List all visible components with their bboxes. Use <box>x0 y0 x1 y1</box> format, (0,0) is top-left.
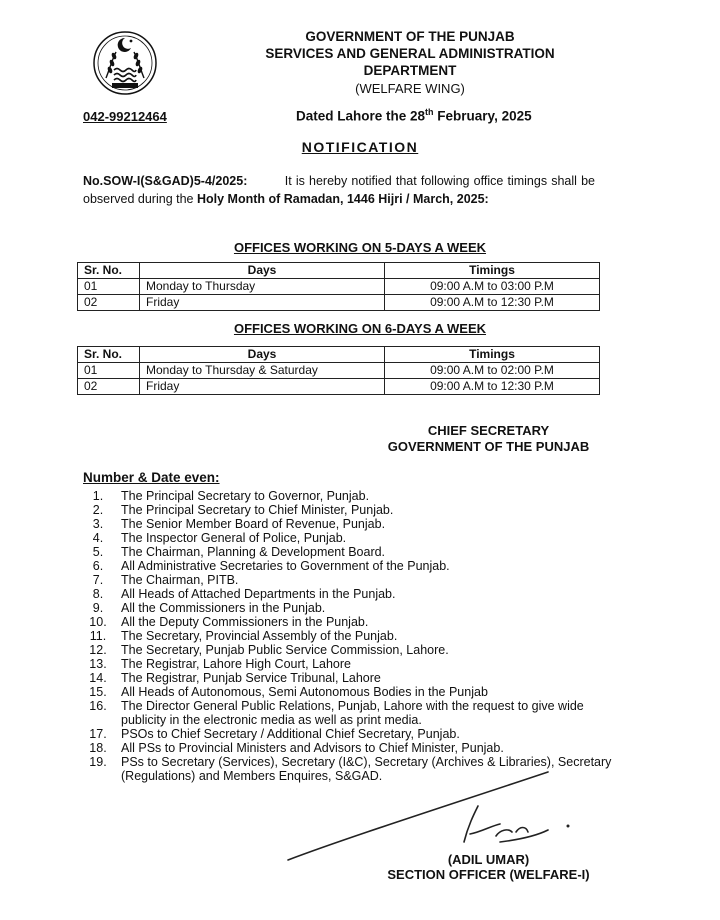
intro-bold-text: Holy Month of Ramadan, 1446 Hijri / March, 2025: <box>196 192 489 206</box>
list-item <box>83 587 613 601</box>
list-item-text: The Principal Secretary to Chief Minister, Punjab. <box>121 503 394 517</box>
list-item-text: PSOs to Chief Secretary / Additional Chief Secretary, Punjab. <box>121 727 460 741</box>
list-item <box>83 531 613 545</box>
list-item <box>83 517 613 531</box>
department-title: SERVICES AND GENERAL ADMINISTRATION <box>265 46 555 61</box>
list-item-text: All Administrative Secretaries to Government of the Punjab. <box>121 559 450 573</box>
list-item <box>83 741 613 755</box>
cell-timings: 09:00 A.M to 02:00 P.M <box>385 363 600 379</box>
list-item-text: The Secretary, Provincial Assembly of the Punjab. <box>121 629 398 643</box>
table-row <box>78 363 600 379</box>
cell-timings: 09:00 A.M to 03:00 P.M <box>385 279 600 295</box>
dated-sup: th <box>425 107 434 117</box>
list-item <box>83 503 613 517</box>
list-item-number: 7. <box>92 573 104 587</box>
list-item <box>83 545 613 559</box>
cell-sr: 01 <box>78 279 140 295</box>
officer-name: (ADIL UMAR) <box>447 852 530 867</box>
list-item-number: 4. <box>92 531 104 545</box>
col-sr: Sr. No. <box>78 347 140 363</box>
list-item-text: The Registrar, Lahore High Court, Lahore <box>121 657 351 671</box>
table-row <box>78 279 600 295</box>
list-item <box>83 559 613 573</box>
list-item-number: 13. <box>89 657 107 671</box>
list-item <box>83 685 613 699</box>
cell-days: Friday <box>140 379 385 395</box>
chief-secretary-govt: GOVERNMENT OF THE PUNJAB <box>387 439 590 454</box>
list-item-number: 5. <box>92 545 104 559</box>
five-day-timings-table <box>77 262 600 311</box>
cell-timings: 09:00 A.M to 12:30 P.M <box>385 379 600 395</box>
list-item-number: 14. <box>89 671 107 685</box>
list-item-text: The Secretary, Punjab Public Service Commission, Lahore. <box>121 643 449 657</box>
list-item <box>83 671 613 685</box>
list-item-number: 1. <box>92 489 104 503</box>
chief-secretary-title: CHIEF SECRETARY <box>427 423 550 438</box>
list-item-text: The Chairman, PITB. <box>121 573 239 587</box>
list-item-text: PSs to Secretary (Services), Secretary (I&C), Secretary (Archives & Libraries), Secretary (Regulations) and Members Enquires, S&GAD. <box>121 755 612 783</box>
list-item <box>83 699 613 727</box>
col-timings: Timings <box>385 263 600 279</box>
cell-sr: 01 <box>78 363 140 379</box>
list-item-number: 19. <box>89 755 107 769</box>
cell-days: Friday <box>140 295 385 311</box>
list-item-number: 15. <box>89 685 107 699</box>
list-item <box>83 489 613 503</box>
list-item-text: The Principal Secretary to Governor, Punjab. <box>121 489 370 503</box>
punjab-government-logo <box>92 30 158 96</box>
list-item-number: 9. <box>92 601 104 615</box>
list-item-number: 18. <box>89 741 107 755</box>
phone-number: 042-99212464 <box>83 109 167 124</box>
col-timings: Timings <box>385 347 600 363</box>
list-item <box>83 573 613 587</box>
list-item-text: All PSs to Provincial Ministers and Advisors to Chief Minister, Punjab. <box>121 741 504 755</box>
col-days: Days <box>140 263 385 279</box>
list-item-number: 3. <box>92 517 104 531</box>
list-item-text: The Inspector General of Police, Punjab. <box>121 531 347 545</box>
table-row <box>78 379 600 395</box>
list-item-text: All Heads of Autonomous, Semi Autonomous Bodies in the Punjab <box>121 685 488 699</box>
cell-timings: 09:00 A.M to 12:30 P.M <box>385 295 600 311</box>
table2-heading: OFFICES WORKING ON 6-DAYS A WEEK <box>233 321 487 336</box>
list-item-number: 10. <box>89 615 107 629</box>
notification-number: No.SOW-I(S&GAD)5-4/2025: <box>83 174 248 188</box>
table-header-row <box>78 263 600 279</box>
notification-intro <box>83 172 595 208</box>
cell-sr: 02 <box>78 379 140 395</box>
dated-prefix: Dated Lahore the 28 <box>296 108 426 124</box>
table-header-row <box>78 347 600 363</box>
government-title: GOVERNMENT OF THE PUNJAB <box>305 29 515 44</box>
list-item-number: 8. <box>92 587 104 601</box>
list-item <box>83 643 613 657</box>
cell-days: Monday to Thursday <box>140 279 385 295</box>
list-item <box>83 601 613 615</box>
distribution-heading: Number & Date even: <box>83 470 220 485</box>
list-item-number: 6. <box>92 559 104 573</box>
list-item-text: The Registrar, Punjab Service Tribunal, Lahore <box>121 671 381 685</box>
col-days: Days <box>140 347 385 363</box>
list-item-text: The Senior Member Board of Revenue, Punjab. <box>121 517 386 531</box>
list-item-number: 17. <box>89 727 107 741</box>
dated-suffix: February, 2025 <box>433 108 532 124</box>
list-item <box>83 615 613 629</box>
list-item <box>83 727 613 741</box>
list-item-number: 2. <box>92 503 104 517</box>
intro-text: It is hereby notified that following office timings shall be observed during the <box>83 174 595 206</box>
list-item-text: All the Commissioners in the Punjab. <box>121 601 326 615</box>
list-item-number: 16. <box>89 699 107 713</box>
table-row <box>78 295 600 311</box>
list-item-text: The Director General Public Relations, Punjab, Lahore with the request to give wide publicity in the electronic media as well as print media. <box>121 699 584 727</box>
col-sr: Sr. No. <box>78 263 140 279</box>
list-item <box>83 629 613 643</box>
wing-name: (WELFARE WING) <box>355 81 465 96</box>
dated-line <box>296 107 532 124</box>
list-item-text: The Chairman, Planning & Development Board. <box>121 545 386 559</box>
notification-title: NOTIFICATION <box>301 139 419 155</box>
signature-mark <box>286 766 586 866</box>
table1-heading: OFFICES WORKING ON 5-DAYS A WEEK <box>233 240 487 255</box>
list-item-text: All Heads of Attached Departments in the Punjab. <box>121 587 396 601</box>
officer-designation: SECTION OFFICER (WELFARE-I) <box>387 867 590 882</box>
cell-days: Monday to Thursday & Saturday <box>140 363 385 379</box>
list-item-text: All the Deputy Commissioners in the Punjab. <box>121 615 369 629</box>
list-item-number: 11. <box>89 629 107 643</box>
distribution-list <box>83 489 613 783</box>
cell-sr: 02 <box>78 295 140 311</box>
department-title-cont: DEPARTMENT <box>363 63 457 78</box>
list-item-number: 12. <box>89 643 107 657</box>
six-day-timings-table <box>77 346 600 395</box>
list-item <box>83 657 613 671</box>
